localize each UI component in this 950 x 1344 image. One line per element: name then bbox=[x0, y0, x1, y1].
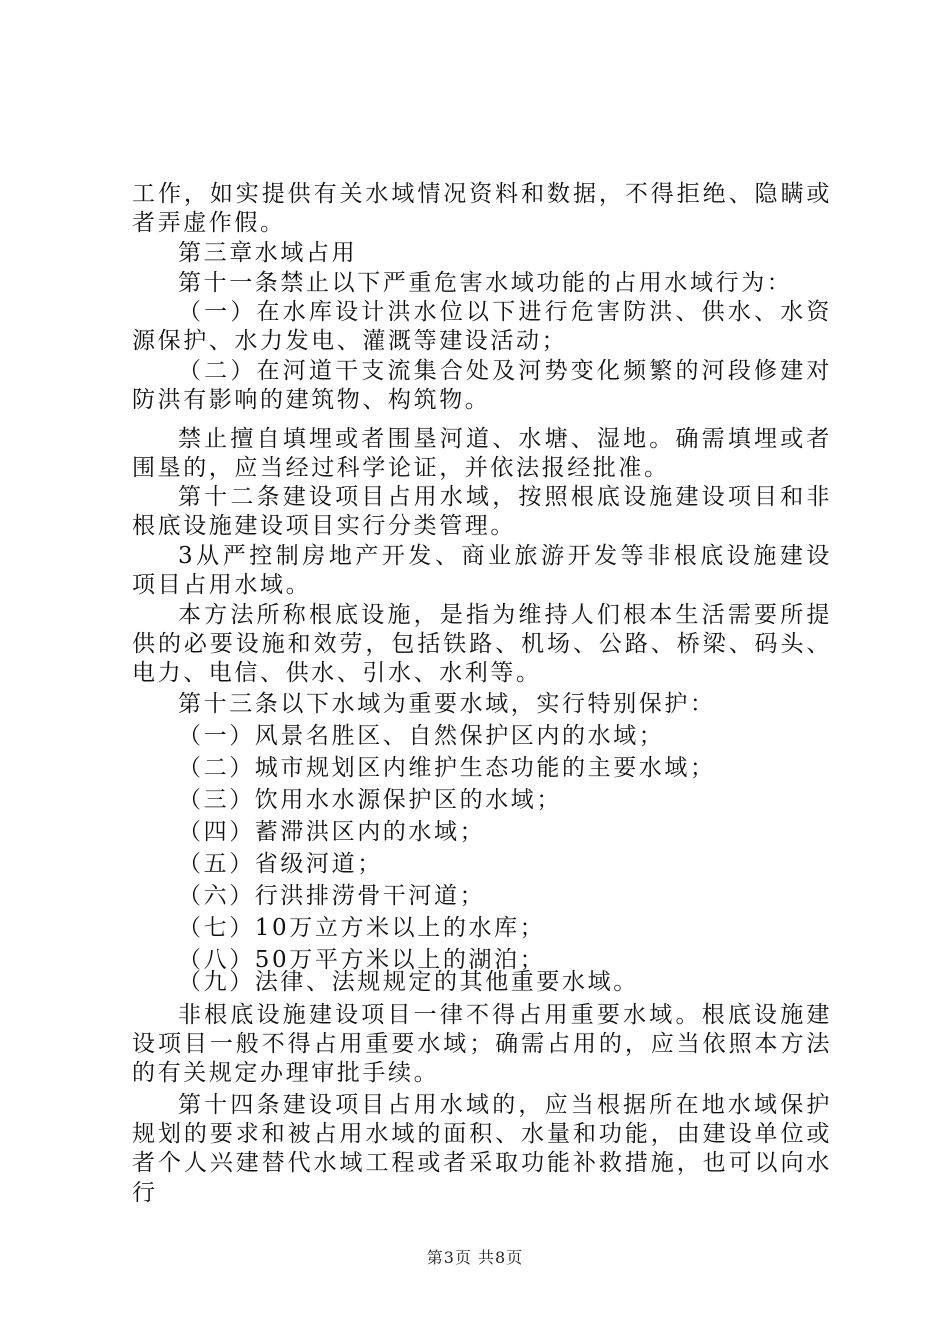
article-11-item-1: （一）在水库设计洪水位以下进行危害防洪、供水、水资源保护、水力发电、灌溉等建设活动； bbox=[132, 299, 832, 355]
article-13-item-7: （七）10万立方米以上的水库； bbox=[178, 915, 546, 941]
article-13-paragraph: 非根底设施建设项目一律不得占用重要水域。根底设施建设项目一般不得占用重要水域；确需占用的，应当依照本方法的有关规定办理审批手续。 bbox=[132, 1002, 832, 1087]
article-13: 第十三条以下水域为重要水域，实行特别保护： bbox=[178, 691, 716, 717]
article-14: 第十四条建设项目占用水域的，应当根据所在地水域保护规划的要求和被占用水域的面积、水量和功能，由建设单位或者个人兴建替代水域工程或者采取功能补救措施，也可以向水行 bbox=[132, 1092, 832, 1206]
article-13-item-1: （一）风景名胜区、自然保护区内的水域； bbox=[178, 723, 665, 749]
page-number-footer: 第3页 共8页 bbox=[426, 1248, 524, 1267]
article-13-item-4: （四）蓄滞洪区内的水域； bbox=[178, 819, 486, 845]
article-11: 第十一条禁止以下严重危害水域功能的占用水域行为： bbox=[178, 270, 793, 296]
article-13-item-6: （六）行洪排涝骨干河道； bbox=[178, 883, 486, 909]
infrastructure-definition: 本方法所称根底设施，是指为维持人们根本生活需要所提供的必要设施和效劳，包括铁路、机场、公路、桥梁、码头、电力、电信、供水、引水、水利等。 bbox=[132, 602, 832, 687]
chapter-heading: 第三章水域占用 bbox=[178, 240, 358, 266]
article-13-item-9: （九）法律、法规规定的其他重要水域。 bbox=[178, 969, 639, 995]
article-13-item-2: （二）城市规划区内维护生态功能的主要水域； bbox=[178, 755, 716, 781]
article-12: 第十二条建设项目占用水域，按照根底设施建设项目和非根底设施建设项目实行分类管理。 bbox=[132, 484, 832, 540]
paragraph-continuation: 工作，如实提供有关水域情况资料和数据，不得拒绝、隐瞒或者弄虚作假。 bbox=[132, 181, 832, 237]
article-12-clause-3: 3从严控制房地产开发、商业旅游开发等非根底设施建设项目占用水域。 bbox=[132, 543, 832, 599]
article-13-item-8: （八）50万平方米以上的湖泊； bbox=[178, 947, 546, 973]
article-11-item-2: （二）在河道干支流集合处及河势变化频繁的河段修建对防洪有影响的建筑物、构筑物。 bbox=[132, 358, 832, 414]
article-11-paragraph: 禁止擅自填埋或者围垦河道、水塘、湿地。确需填埋或者围垦的，应当经过科学论证，并依法报经批准。 bbox=[132, 426, 832, 482]
article-13-item-3: （三）饮用水水源保护区的水域； bbox=[178, 787, 562, 813]
article-13-item-5: （五）省级河道； bbox=[178, 851, 383, 877]
